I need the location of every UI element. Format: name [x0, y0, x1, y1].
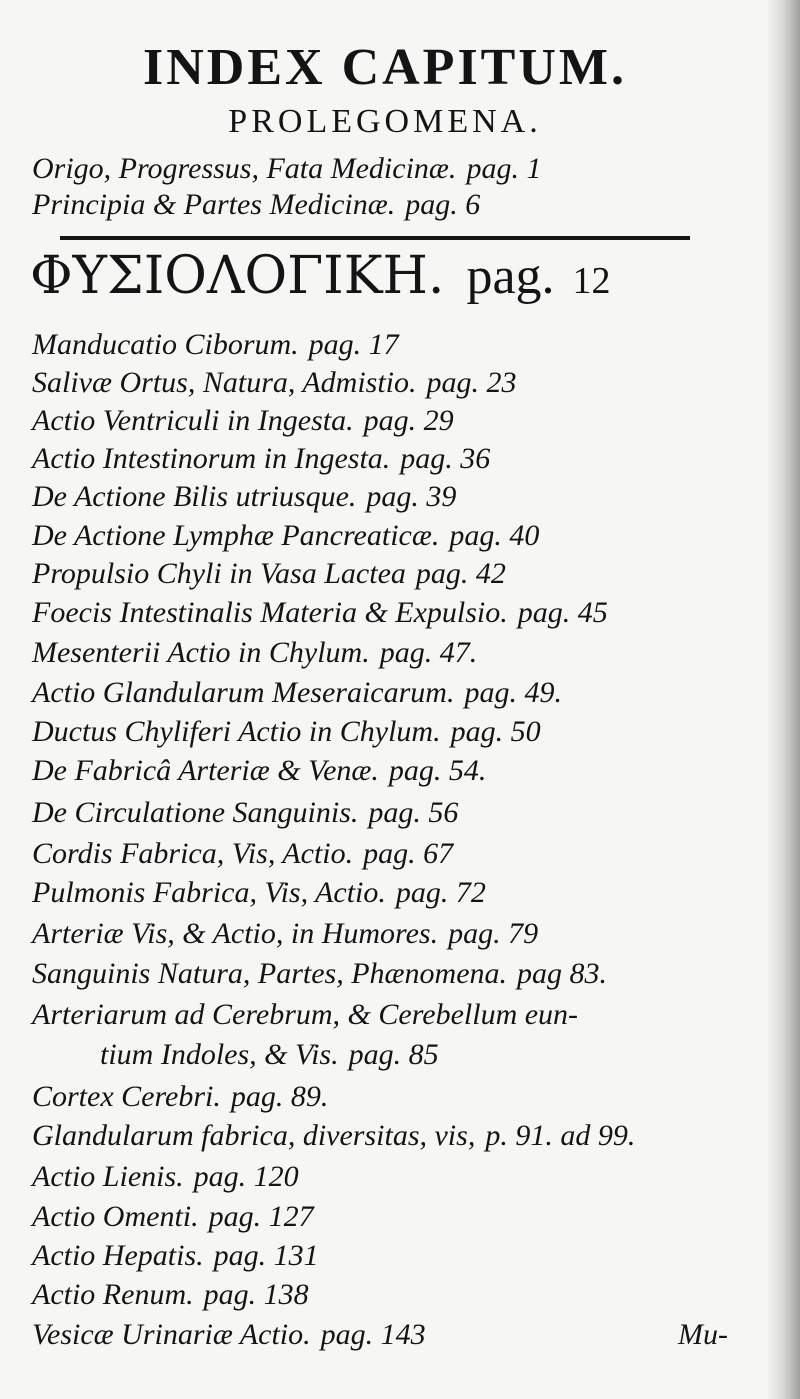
entry-page: pag. 36 — [400, 442, 491, 475]
entry-text: Actio Ventriculi in Ingesta. — [32, 404, 354, 437]
index-entry — [32, 1078, 328, 1116]
entry-text: Origo, Progressus, Fata Medicinæ. — [32, 152, 457, 185]
catchword: Mu- — [678, 1318, 728, 1351]
entry-page: pag. 6 — [405, 188, 481, 221]
entry-page: pag 83. — [517, 957, 608, 990]
entry-text: Actio Glandularum Meseraicarum. — [32, 676, 455, 709]
entry-page: pag. 42 — [415, 557, 506, 590]
entry-text: Actio Intestinorum in Ingesta. — [32, 442, 391, 475]
index-entry — [32, 440, 490, 478]
entry-page: pag. 131 — [213, 1239, 319, 1272]
entry-text: Actio Omenti. — [32, 1200, 199, 1233]
index-entry — [32, 752, 486, 790]
index-entry — [32, 594, 608, 632]
index-entry — [32, 1158, 299, 1196]
entry-page: pag. 120 — [193, 1160, 299, 1193]
entry-text: Sanguinis Natura, Partes, Phænomena. — [32, 957, 508, 990]
section-page-number: 12 — [572, 260, 611, 302]
entry-page: pag. 45 — [517, 596, 608, 629]
entry-text: Salivæ Ortus, Natura, Admistio. — [32, 366, 417, 399]
entry-text: Vesicæ Urinariæ Actio. — [32, 1318, 311, 1351]
entry-page: pag. 1 — [466, 152, 542, 185]
index-entry — [32, 555, 506, 593]
entry-page: pag. 85 — [348, 1038, 439, 1071]
index-entry — [32, 364, 517, 402]
entry-text: Cordis Fabrica, Vis, Actio. — [32, 837, 354, 870]
index-entry — [32, 996, 588, 1034]
entry-text: Ductus Chyliferi Actio in Chylum. — [32, 715, 441, 748]
index-entry — [32, 915, 538, 953]
entry-page: pag. 49. — [464, 676, 562, 709]
entry-page: pag. 39 — [366, 480, 457, 513]
entry-page: pag. 79 — [448, 917, 539, 950]
entry-page: pag. 40 — [449, 519, 540, 552]
index-entry — [32, 1316, 426, 1354]
entry-text: Principia & Partes Medicinæ. — [32, 188, 396, 221]
section-heading — [30, 244, 611, 313]
entry-text: Mesenterii Actio in Chylum. — [32, 636, 370, 669]
entry-text: Arteriæ Vis, & Actio, in Humores. — [32, 917, 439, 950]
index-entry — [32, 874, 486, 912]
index-title: INDEX CAPITUM. — [143, 39, 627, 96]
entry-text: tium Indoles, & Vis. — [100, 1038, 339, 1071]
entry-page: pag. 72 — [395, 876, 486, 909]
entry-page: pag. 138 — [203, 1278, 309, 1311]
entry-text: De Fabricâ Arteriæ & Venæ. — [32, 754, 379, 787]
entry-text: Glandularum fabrica, diversitas, vis, — [32, 1119, 476, 1152]
entry-page: pag. 67 — [363, 837, 454, 870]
entry-page: pag. 56 — [368, 796, 459, 829]
entry-page: pag. 23 — [426, 366, 517, 399]
prolegomena-entry — [32, 150, 541, 188]
entry-page: pag. 17 — [308, 328, 399, 361]
index-entry — [32, 326, 399, 364]
index-entry — [32, 1198, 314, 1236]
section-title: ΦΥΣΙΟΛΟΓΙΚΗ. — [30, 246, 445, 306]
index-entry — [32, 1117, 635, 1155]
index-entry — [32, 478, 456, 516]
entry-page: pag. 89. — [230, 1080, 329, 1113]
prolegomena-entry — [32, 186, 480, 224]
entry-text: Actio Renum. — [32, 1278, 194, 1311]
index-entry — [32, 713, 541, 751]
entry-page: pag. 127 — [208, 1200, 314, 1233]
entry-text: Actio Hepatis. — [32, 1239, 204, 1272]
entry-text: De Actione Bilis utriusque. — [32, 480, 357, 513]
index-entry — [32, 835, 453, 873]
entry-page: p. 91. ad 99. — [485, 1119, 636, 1152]
entry-text: Pulmonis Fabrica, Vis, Actio. — [32, 876, 386, 909]
index-entry — [32, 1276, 309, 1314]
entry-text: Arteriarum ad Cerebrum, & Cerebellum eun- — [32, 998, 579, 1031]
page-edge-shadow — [766, 0, 800, 1399]
section-divider — [60, 236, 690, 240]
index-entry-continuation — [100, 1036, 439, 1074]
prolegomena-heading: PROLEGOMENA. — [228, 103, 542, 140]
entry-page: pag. 50 — [450, 715, 541, 748]
index-entry — [32, 634, 477, 672]
entry-text: De Circulatione Sanguinis. — [32, 796, 359, 829]
index-entry — [32, 955, 607, 993]
entry-text: De Actione Lymphæ Pancreaticæ. — [32, 519, 440, 552]
entry-text: Propulsio Chyli in Vasa Lactea — [32, 557, 406, 590]
index-entry — [32, 794, 458, 832]
entry-text: Foecis Intestinalis Materia & Expulsio. — [32, 596, 508, 629]
entry-page: pag. 47. — [379, 636, 478, 669]
entry-text: Manducatio Ciborum. — [32, 328, 299, 361]
entry-page: pag. 54. — [388, 754, 487, 787]
index-entry — [32, 517, 539, 555]
section-page-label: pag. — [466, 248, 555, 305]
entry-text: Cortex Cerebri. — [32, 1080, 221, 1113]
index-entry — [32, 1237, 319, 1275]
index-entry — [32, 402, 454, 440]
entry-page: pag. 29 — [363, 404, 454, 437]
entry-page: pag. 143 — [320, 1318, 426, 1351]
index-entry — [32, 674, 562, 712]
entry-text: Actio Lienis. — [32, 1160, 184, 1193]
